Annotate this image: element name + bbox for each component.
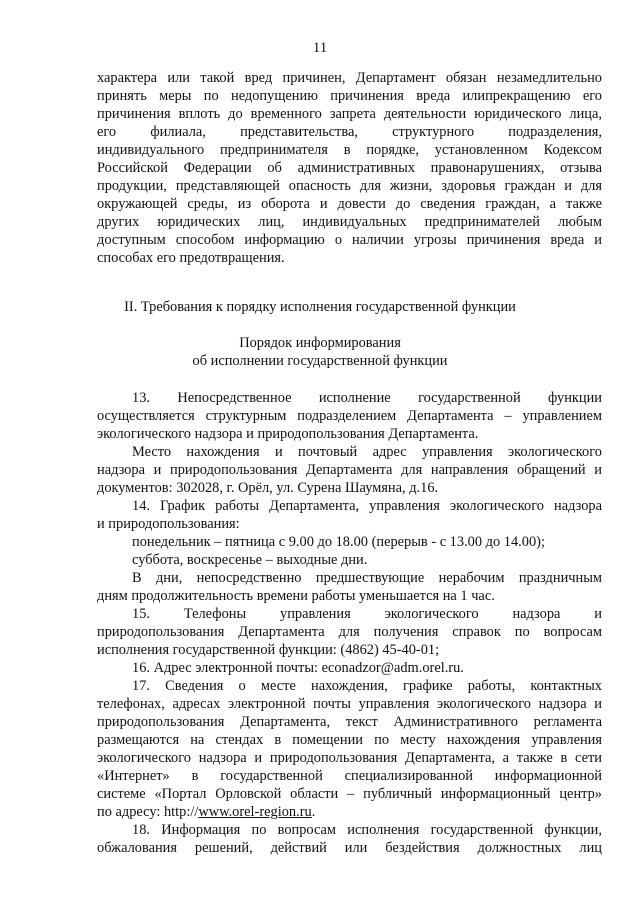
text-line: 15. Телефоны управления экологического надзора и <box>132 606 602 622</box>
url-prefix: по адресу: http:// <box>97 804 199 820</box>
text-line: экологического надзора и природопользования Департамента. <box>97 426 479 442</box>
text-line: системе «Портал Орловской области – публичный информационный центр» <box>97 786 602 802</box>
text-line: других юридических лиц, индивидуальных предпринимателей любым <box>97 214 602 230</box>
text-line: продукции, представляющей опасность для жизни, здоровья граждан и для <box>97 178 602 194</box>
url-suffix: . <box>311 804 316 820</box>
text-line: обжалования решений, действий или бездействия должностных лиц <box>97 840 602 856</box>
text-line: «Интернет» в государственной специализированной информационной <box>97 768 602 784</box>
text-line: Российской Федерации об административных правонарушениях, отзыва <box>97 160 602 176</box>
text-line: природопользования Департамента, текст Административного регламента <box>97 714 602 730</box>
subheading-line: Порядок информирования <box>239 335 401 351</box>
text-line: и природопользования: <box>97 516 240 532</box>
text-line: документов: 302028, г. Орёл, ул. Сурена Шаумяна, д.16. <box>97 480 439 496</box>
text-line: исполнения государственной функции: (4862) 45-40-01; <box>97 642 440 658</box>
text-line: осуществляется структурным подразделением Департамента – управлением <box>97 408 602 424</box>
text-line: причинения вплоть до временного запрета деятельности юридического лица, <box>97 106 602 122</box>
section-heading: II. Требования к порядку исполнения государственной функции <box>124 299 516 315</box>
text-line: 14. График работы Департамента, управления экологического надзора <box>132 498 602 514</box>
portal-link[interactable]: www.orel-region.ru <box>198 804 312 820</box>
page-number: 11 <box>312 40 328 56</box>
schedule-line: суббота, воскресенье – выходные дни. <box>132 552 368 568</box>
text-line: его филиала, представительства, структурного подразделения, <box>97 124 602 140</box>
text-line: характера или такой вред причинен, Департамент обязан незамедлительно <box>97 70 602 86</box>
text-line: индивидуального предпринимателя в порядке, установленном Кодексом <box>97 142 602 158</box>
email-line: 16. Адрес электронной почты: econadzor@adm.orel.ru. <box>132 660 464 676</box>
subheading-line: об исполнении государственной функции <box>192 353 448 369</box>
text-line: 17. Сведения о месте нахождения, графике работы, контактных <box>132 678 602 694</box>
text-line: доступным способом информацию о наличии угрозы причинения вреда и <box>97 232 602 248</box>
text-line: дням продолжительность времени работы уменьшается на 1 час. <box>97 588 495 604</box>
text-line: экологического надзора и природопользования Департамента, а также в сети <box>97 750 602 766</box>
text-line: 13. Непосредственное исполнение государственной функции <box>132 390 602 406</box>
text-line: В дни, непосредственно предшествующие нерабочим праздничным <box>132 570 602 586</box>
url-line <box>97 803 602 821</box>
text-line: способах его предотвращения. <box>97 250 285 266</box>
text-line: окружающей среды, из оборота и довести до сведения граждан, а также <box>97 196 602 212</box>
text-line: принять меры по недопущению причинения вреда илипрекращению его <box>97 88 602 104</box>
text-line: Место нахождения и почтовый адрес управления экологического <box>132 444 602 460</box>
schedule-line: понедельник – пятница с 9.00 до 18.00 (перерыв - с 13.00 до 14.00); <box>132 534 545 550</box>
text-line: 18. Информация по вопросам исполнения государственной функции, <box>132 822 602 838</box>
text-line: размещаются на стендах в помещении по месту нахождения управления <box>97 732 602 748</box>
text-line: телефонах, адресах электронной почты управления экологического надзора и <box>97 696 602 712</box>
text-line: надзора и природопользования Департамента для направления обращений и <box>97 462 602 478</box>
text-line: природопользования Департамента для получения справок по вопросам <box>97 624 602 640</box>
